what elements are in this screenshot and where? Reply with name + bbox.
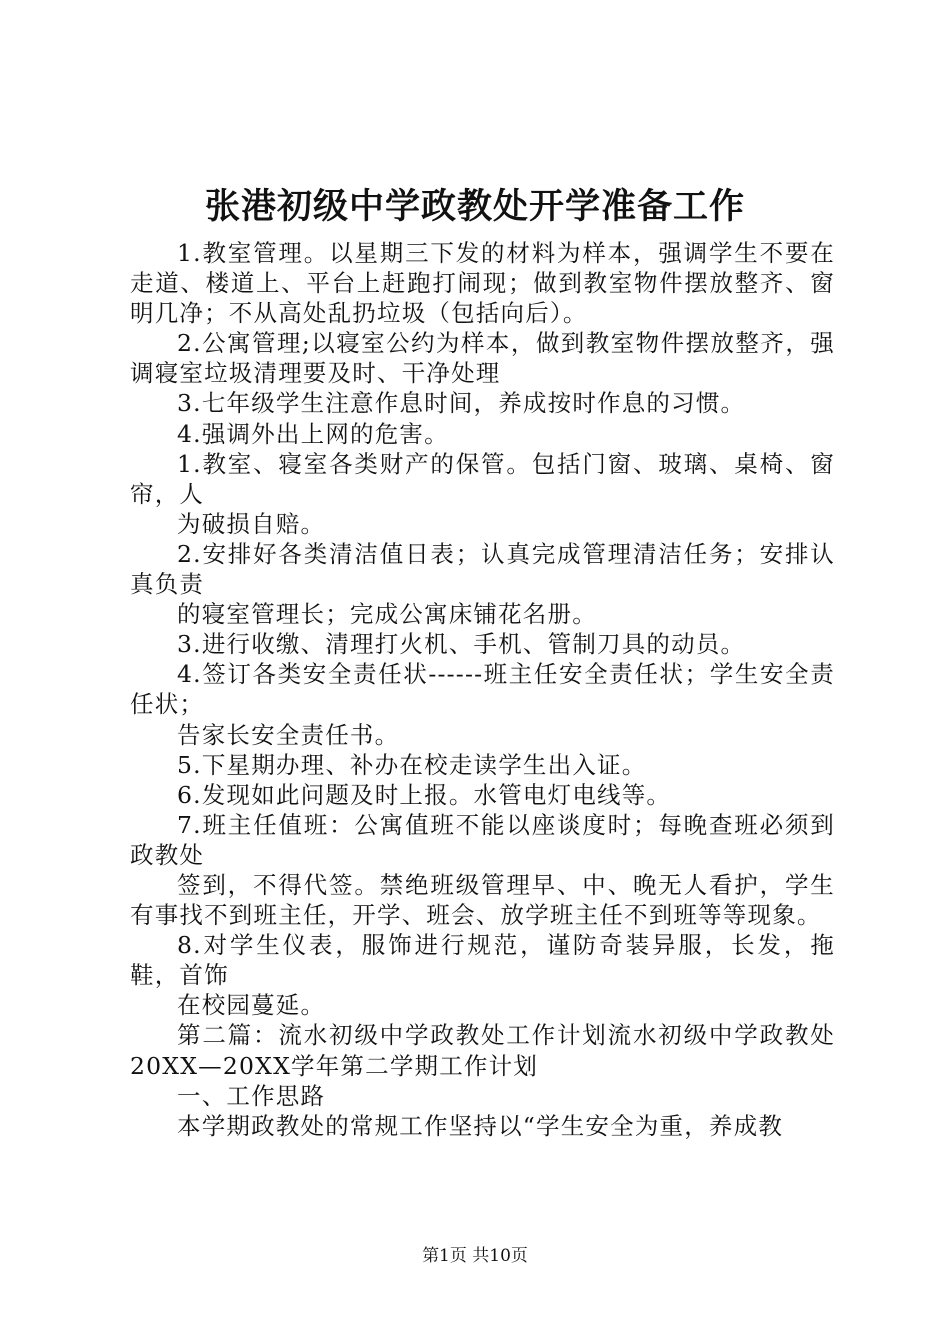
paragraph: 在校园蔓延。: [177, 991, 326, 1020]
paragraph: 5.下星期办理、补办在校走读学生出入证。: [177, 750, 647, 779]
paragraph: 4.签订各类安全责任状------班主任安全责任状；学生安全责任状；: [130, 660, 835, 719]
paragraph: 4.强调外出上网的危害。: [177, 419, 449, 448]
paragraph: 2.公寓管理;以寝室公约为样本，做到教室物件摆放整齐，强调寝室垃圾清理要及时、干净处理: [130, 329, 835, 388]
paragraph: 1.教室管理。以星期三下发的材料为样本，强调学生不要在走道、楼道上、平台上赶跑打闹现；做到教室物件摆放整齐、窗明几净；不从高处乱扔垃圾（包括向后）。: [130, 239, 835, 328]
paragraph: 6.发现如此问题及时上报。水管电灯电线等。: [177, 780, 672, 809]
paragraph: 1.教室、寝室各类财产的保管。包括门窗、玻璃、桌椅、窗帘，人: [130, 449, 835, 508]
page-number: 第1页 共10页: [422, 1246, 528, 1266]
paragraph: 2.安排好各类清洁值日表；认真完成管理清洁任务；安排认真负责: [130, 539, 835, 599]
paragraph: 3.进行收缴、清理打火机、手机、管制刀具的动员。: [177, 630, 746, 659]
paragraph: 为破损自赔。: [177, 509, 326, 538]
paragraph: 的寝室管理长；完成公寓床铺花名册。: [177, 600, 597, 629]
paragraph: 7.班主任值班：公寓值班不能以座谈度时；每晚查班必须到政教处: [130, 810, 835, 869]
document-title: 张港初级中学政教处开学准备工作: [204, 186, 745, 227]
paragraph: 签到，不得代签。禁绝班级管理早、中、晚无人看护，学生有事找不到班主任，开学、班会、放学班主任不到班等等现象。: [130, 870, 835, 930]
paragraph: 8.对学生仪表，服饰进行规范，谨防奇装异服，长发，拖鞋，首饰: [130, 931, 835, 990]
paragraph: 告家长安全责任书。: [177, 720, 400, 749]
paragraph: 本学期政教处的常规工作坚持以“学生安全为重，养成教: [177, 1111, 784, 1140]
document-body: [130, 238, 835, 1141]
paragraph: 第二篇：流水初级中学政教处工作计划流水初级中学政教处20XX—20XX学年第二学期工作计划: [130, 1021, 835, 1080]
paragraph: 3.七年级学生注意作息时间，养成按时作息的习惯。: [177, 389, 746, 418]
section-heading: 一、工作思路: [177, 1081, 326, 1110]
